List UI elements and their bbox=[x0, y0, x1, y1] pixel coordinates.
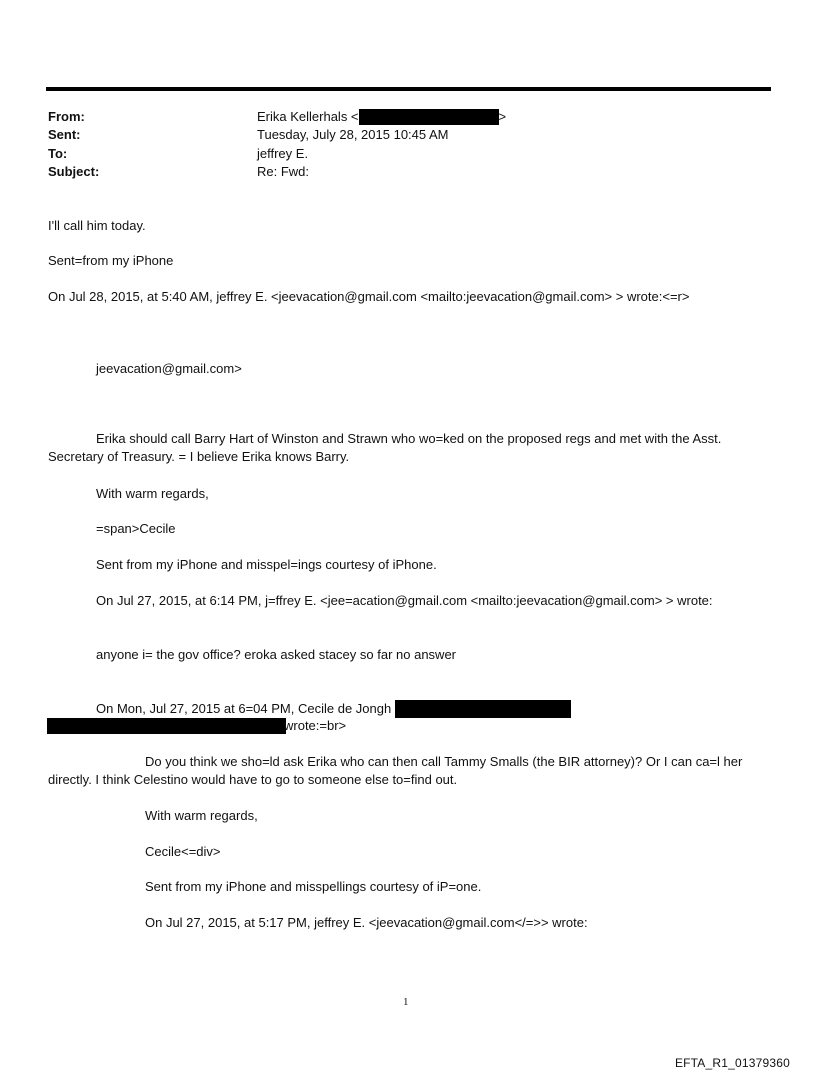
header-rule bbox=[46, 87, 771, 91]
quote-header: On Jul 28, 2015, at 5:40 AM, jeffrey E. <jeevacation@gmail.com <mailto:jeevacation@gmail.com> > wrote:<=r> bbox=[48, 289, 690, 304]
paragraph-continuation: Secretary of Treasury. = I believe Erika knows Barry. bbox=[48, 449, 350, 464]
subject-value: Re: Fwd: bbox=[257, 164, 310, 179]
sent-value: Tuesday, July 28, 2015 10:45 AM bbox=[257, 127, 449, 142]
sent-from-note: Sent from my iPhone and misspellings courtesy of iP=one. bbox=[145, 879, 482, 894]
to-label: To: bbox=[48, 146, 68, 161]
quote-header-start: On Mon, Jul 27, 2015 at 6=04 PM, Cecile de Jongh bbox=[96, 701, 392, 716]
closing-regards: With warm regards, bbox=[145, 808, 258, 823]
subject-label: Subject: bbox=[48, 164, 100, 179]
closing-regards: With warm regards, bbox=[96, 486, 209, 501]
paragraph-first-line: Do you think we sho=ld ask Erika who can then call Tammy Smalls (the BIR attorney)? Or I can ca=l her bbox=[145, 754, 743, 769]
quote-header: On Jul 27, 2015, at 5:17 PM, jeffrey E. <jeevacation@gmail.com</=>> wrote: bbox=[145, 915, 588, 930]
redaction-block bbox=[359, 109, 499, 125]
quote-header bbox=[96, 701, 391, 716]
from-value bbox=[257, 109, 506, 125]
paragraph-continuation: directly. I think Celestino would have to go to someone else to=find out. bbox=[48, 772, 458, 787]
page-number: 1 bbox=[403, 996, 409, 1008]
body-line: I'll call him today. bbox=[48, 218, 146, 233]
body-line: anyone i= the gov office? eroka asked stacey so far no answer bbox=[96, 647, 457, 662]
signature: =span>Cecile bbox=[96, 521, 176, 536]
redaction-block bbox=[47, 718, 286, 734]
redaction-block bbox=[395, 700, 571, 718]
from-name: Erika Kellerhals < bbox=[257, 109, 359, 124]
sent-from-note: Sent from my iPhone and misspel=ings courtesy of iPhone. bbox=[96, 557, 437, 572]
sent-label: Sent: bbox=[48, 127, 81, 142]
bates-number: EFTA_R1_01379360 bbox=[674, 1056, 790, 1070]
from-close: > bbox=[498, 109, 507, 124]
quote-header: On Jul 27, 2015, at 6:14 PM, j=ffrey E. <jee=acation@gmail.com <mailto:jeevacation@gmail.com> > wrote: bbox=[96, 593, 713, 608]
from-label: From: bbox=[48, 109, 85, 124]
paragraph-first-line: Erika should call Barry Hart of Winston and Strawn who wo=ked on the proposed regs and met with the Asst. bbox=[96, 431, 722, 446]
quote-header-end: wrote:=br> bbox=[284, 718, 347, 733]
signature: Cecile<=div> bbox=[145, 844, 221, 859]
body-line: Sent=from my iPhone bbox=[48, 253, 174, 268]
to-value: jeffrey E. bbox=[257, 146, 309, 161]
email-address-line: jeevacation@gmail.com> bbox=[96, 361, 242, 376]
